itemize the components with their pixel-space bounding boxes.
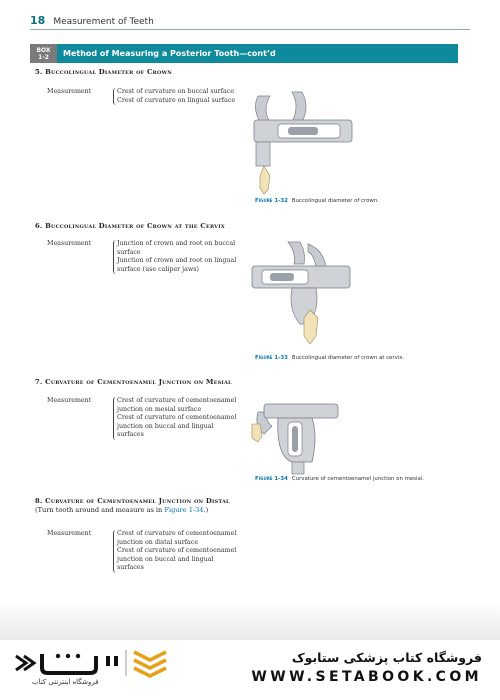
section-number: 5. xyxy=(35,68,43,76)
measurement-line: Crest of curvature of cementoenamel xyxy=(117,414,237,421)
publisher-banner xyxy=(0,640,500,700)
measurement-line: surface (use caliper jaws) xyxy=(117,265,199,273)
figure-caption-1-34 xyxy=(255,476,424,482)
brand-name: فروشگاه کتاب پزشکی ستابوک xyxy=(291,650,482,665)
figure-caption-text: Buccolingual diameter of crown at cervix. xyxy=(291,355,405,361)
box-label-word: BOX xyxy=(36,46,51,54)
measurement-line: Crest of curvature of cementoenamel xyxy=(117,547,237,554)
measurement-lines xyxy=(113,397,241,440)
section-8 xyxy=(35,497,475,514)
section-heading: Buccolingual Diameter of Crown at the Cervix xyxy=(45,222,225,230)
measurement-line: surface xyxy=(117,248,141,256)
measurement-label: Measurement xyxy=(47,397,92,404)
caliper-crown-figure xyxy=(248,88,358,198)
section-heading: Curvature of Cementoenamel Junction on Mesial xyxy=(45,378,232,386)
measurement-line: Crest of curvature of cementoenamel xyxy=(117,530,237,537)
measurement-block-5 xyxy=(47,88,241,105)
section-7 xyxy=(35,378,475,386)
running-title: Measurement of Teeth xyxy=(53,17,154,27)
section-5 xyxy=(35,68,475,76)
measurement-line: Crest of curvature on buccal surface xyxy=(117,88,235,95)
section-title xyxy=(35,68,475,76)
page-number: 18 xyxy=(30,14,46,27)
measurement-line: junction on buccal and lingual surfaces xyxy=(117,555,214,571)
logo-mark-icon xyxy=(12,646,172,680)
measurement-lines xyxy=(113,240,241,274)
section-number: 8. xyxy=(35,497,43,505)
measurement-line: junction on mesial surface xyxy=(117,405,202,413)
measurement-line: Crest of curvature of cementoenamel xyxy=(117,397,237,404)
brand-text xyxy=(251,650,482,685)
measurement-lines xyxy=(113,88,241,105)
figure-number: Figure 1-32 xyxy=(255,198,288,204)
brand-url[interactable]: WWW.SETABOOK.COM xyxy=(251,669,482,685)
section-note xyxy=(35,506,475,514)
measurement-line: junction on distal surface xyxy=(117,538,199,546)
measurement-label: Measurement xyxy=(47,88,92,95)
box-label-number: 1-2 xyxy=(38,53,49,61)
figure-caption-text: Curvature of cementoenamel junction on mesial. xyxy=(291,476,424,482)
measurement-label: Measurement xyxy=(47,530,92,537)
figure-number: Figure 1-34 xyxy=(255,476,288,482)
caliper-cervix-figure xyxy=(248,240,358,350)
measurement-line: Junction of crown and root on lingual xyxy=(117,257,237,264)
figure-caption-1-32 xyxy=(255,198,379,204)
measurement-block-8 xyxy=(47,530,241,573)
figure-number: Figure 1-33 xyxy=(255,355,288,361)
measurement-block-7 xyxy=(47,397,241,440)
measurement-line: Junction of crown and root on buccal xyxy=(117,240,236,247)
section-title xyxy=(35,378,475,386)
measurement-lines xyxy=(113,530,241,573)
page-bottom-shade xyxy=(0,602,500,640)
section-6 xyxy=(35,222,475,230)
box-label xyxy=(30,44,57,63)
section-title xyxy=(35,222,475,230)
section-title xyxy=(35,497,475,505)
logo-subtitle: فروشگاه اینترنتی کتاب xyxy=(32,678,99,686)
box-title: Method of Measuring a Posterior Tooth—cont’d xyxy=(57,44,458,63)
figure-caption-text: Buccolingual diameter of crown. xyxy=(291,198,379,204)
section-note-text: (Turn tooth around and measure as in xyxy=(35,506,165,514)
caliper-cej-figure xyxy=(248,396,358,476)
figure-caption-1-33 xyxy=(255,355,404,361)
setabook-logo xyxy=(12,646,172,696)
measurement-label: Measurement xyxy=(47,240,92,247)
measurement-line: junction on buccal and lingual surfaces xyxy=(117,422,214,438)
measurement-block-6 xyxy=(47,240,241,274)
box-heading-bar xyxy=(30,44,458,63)
page-header xyxy=(30,14,470,30)
figure-reference-link[interactable]: Figure 1-34 xyxy=(164,506,204,514)
section-number: 6. xyxy=(35,222,43,230)
section-heading: Buccolingual Diameter of Crown xyxy=(45,68,173,76)
section-heading: Curvature of Cementoenamel Junction on Distal xyxy=(45,497,230,505)
section-note-text: .) xyxy=(203,506,209,514)
measurement-line: Crest of curvature on lingual surface xyxy=(117,96,236,104)
section-number: 7. xyxy=(35,378,43,386)
